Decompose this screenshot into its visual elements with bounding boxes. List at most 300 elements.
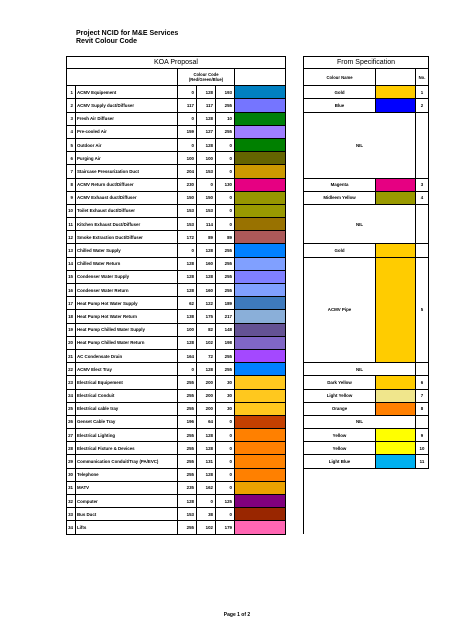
blue-value: 198 [216, 336, 235, 349]
colour-swatch [235, 218, 286, 231]
green-value: 128 [197, 138, 216, 151]
blue-value: 255 [216, 244, 235, 257]
red-value: 117 [178, 99, 197, 112]
green-value: 200 [197, 402, 216, 415]
spacer [286, 336, 304, 349]
service-name: Staircase Pressurization Duct [76, 165, 178, 178]
spacer [286, 455, 304, 468]
service-name: Chilled Water Supply [76, 244, 178, 257]
red-value: 128 [178, 257, 197, 270]
row-number: 13 [67, 244, 76, 257]
spacer [286, 468, 304, 481]
red-value: 172 [178, 231, 197, 244]
spec-colour-name: Gold [304, 244, 376, 257]
green-value: 102 [197, 336, 216, 349]
table-row [67, 191, 429, 204]
red-value: 255 [178, 389, 197, 402]
colour-swatch [235, 112, 286, 125]
green-value: 200 [197, 376, 216, 389]
row-number: 11 [67, 218, 76, 231]
colour-swatch [235, 138, 286, 151]
red-value: 128 [178, 284, 197, 297]
blue-value: 193 [216, 86, 235, 99]
service-name: Pre-cooled Air [76, 125, 178, 138]
colour-swatch [235, 363, 286, 376]
spacer [286, 389, 304, 402]
column-header-row [67, 69, 429, 86]
service-name: ACMV Elect Tray [76, 363, 178, 376]
blank-header [235, 69, 286, 86]
green-value: 82 [197, 323, 216, 336]
spec-number: 8 [416, 402, 429, 415]
spacer [286, 231, 304, 244]
green-value: 128 [197, 442, 216, 455]
service-name: Electrical Fixture & Devices [76, 442, 178, 455]
colour-swatch [235, 508, 286, 521]
spec-colour-name: Light Yellow [304, 389, 376, 402]
spec-colour-swatch [376, 442, 416, 455]
row-number: 20 [67, 336, 76, 349]
spacer [286, 218, 304, 231]
spacer [286, 429, 304, 442]
red-value: 100 [178, 323, 197, 336]
spacer [286, 415, 304, 428]
colour-swatch [235, 389, 286, 402]
spec-number [416, 415, 429, 428]
colour-swatch [235, 495, 286, 508]
service-name: Outdoor Air [76, 138, 178, 151]
spec-colour-swatch [376, 376, 416, 389]
empty-spec-area [304, 468, 429, 534]
red-value: 255 [178, 429, 197, 442]
row-number: 7 [67, 165, 76, 178]
green-value: 100 [197, 152, 216, 165]
red-value: 164 [178, 349, 197, 362]
green-value: 160 [197, 284, 216, 297]
spec-number: 9 [416, 429, 429, 442]
red-value: 0 [178, 138, 197, 151]
spec-colour-swatch [376, 191, 416, 204]
spacer [286, 508, 304, 521]
row-number: 16 [67, 284, 76, 297]
row-number: 33 [67, 508, 76, 521]
colour-swatch [235, 99, 286, 112]
colour-swatch [235, 429, 286, 442]
blue-value: 0 [216, 165, 235, 178]
row-number: 15 [67, 270, 76, 283]
row-number: 8 [67, 178, 76, 191]
spec-colour-name: ACMV Pipe [304, 257, 376, 363]
table-row [67, 415, 429, 428]
spacer [286, 244, 304, 257]
red-value: 62 [178, 297, 197, 310]
spacer [286, 191, 304, 204]
blue-value: 0 [216, 204, 235, 217]
row-number: 22 [67, 363, 76, 376]
service-name: Smoke Extraction Duct/Diffuser [76, 231, 178, 244]
green-value: 72 [197, 349, 216, 362]
colour-swatch [235, 442, 286, 455]
row-number: 21 [67, 349, 76, 362]
spec-colour-name: Gold [304, 86, 376, 99]
colour-swatch [235, 402, 286, 415]
spec-colour-swatch [376, 402, 416, 415]
spec-colour-swatch [376, 389, 416, 402]
red-value: 150 [178, 191, 197, 204]
table-row [67, 442, 429, 455]
colour-code-header: Colour Code (Red/Green/Blue) [178, 69, 235, 86]
blue-value: 0 [216, 138, 235, 151]
row-number: 6 [67, 152, 76, 165]
spec-colour-swatch [376, 86, 416, 99]
table-row [67, 204, 429, 217]
spec-colour-name: Yellow [304, 442, 376, 455]
spacer [286, 270, 304, 283]
spec-colour-swatch [376, 244, 416, 257]
service-name: Condenser Water Return [76, 284, 178, 297]
page-number: Page 1 of 2 [223, 612, 251, 618]
spacer [286, 257, 304, 270]
blue-value: 0 [216, 508, 235, 521]
colour-swatch [235, 204, 286, 217]
service-name: Kitchen Exhaust Duct/Diffuser [76, 218, 178, 231]
row-number: 24 [67, 389, 76, 402]
spec-colour-name: Midleem Yellow [304, 191, 376, 204]
blue-value: 255 [216, 349, 235, 362]
spec-colour-name: Light Blue [304, 455, 376, 468]
spec-colour-swatch [376, 99, 416, 112]
row-number: 12 [67, 231, 76, 244]
spec-colour-name: NIL [304, 112, 416, 178]
spec-number [416, 112, 429, 178]
table-row [67, 257, 429, 270]
red-value: 0 [178, 86, 197, 99]
spec-number: 5 [416, 257, 429, 363]
red-value: 138 [178, 310, 197, 323]
blue-value: 30 [216, 402, 235, 415]
spec-number: 6 [416, 376, 429, 389]
green-value: 128 [197, 270, 216, 283]
row-number: 10 [67, 204, 76, 217]
from-specification-heading: From Specification [304, 57, 429, 69]
service-name: Genset Cable Tray [76, 415, 178, 428]
green-value: 175 [197, 310, 216, 323]
spacer [286, 86, 304, 99]
red-value: 153 [178, 508, 197, 521]
red-value: 255 [178, 442, 197, 455]
green-value: 128 [197, 112, 216, 125]
green-value: 102 [197, 521, 216, 534]
table-row [67, 363, 429, 376]
spacer [286, 402, 304, 415]
blue-value: 0 [216, 218, 235, 231]
row-number: 30 [67, 468, 76, 481]
green-value: 128 [197, 468, 216, 481]
service-name: Electrical cable tray [76, 402, 178, 415]
spacer [286, 521, 304, 534]
spec-number: 1 [416, 86, 429, 99]
table-row [67, 402, 429, 415]
red-value: 255 [178, 376, 197, 389]
red-value: 0 [178, 363, 197, 376]
green-value: 0 [197, 495, 216, 508]
table-row [67, 376, 429, 389]
spec-number: 11 [416, 455, 429, 468]
red-value: 128 [178, 336, 197, 349]
spacer [286, 310, 304, 323]
green-value: 153 [197, 165, 216, 178]
spacer [286, 57, 304, 69]
spec-colour-swatch [376, 257, 416, 363]
service-name: AC Condensate Drain [76, 349, 178, 362]
spec-number [416, 204, 429, 244]
service-name: Heat Pump Hot Water Return [76, 310, 178, 323]
colour-swatch [235, 521, 286, 534]
row-number: 34 [67, 521, 76, 534]
service-name: Heat Pump Chilled Water Supply [76, 323, 178, 336]
colour-swatch [235, 191, 286, 204]
spacer [286, 284, 304, 297]
blue-value: 217 [216, 310, 235, 323]
blue-value: 0 [216, 415, 235, 428]
green-value: 160 [197, 257, 216, 270]
red-value: 0 [178, 244, 197, 257]
document-subtitle: Revit Colour Code [76, 38, 138, 45]
green-value: 131 [197, 455, 216, 468]
spacer [286, 125, 304, 138]
spacer [286, 69, 304, 86]
row-number: 28 [67, 442, 76, 455]
red-value: 159 [178, 125, 197, 138]
spec-colour-name: Orange [304, 402, 376, 415]
blue-value: 148 [216, 323, 235, 336]
green-value: 89 [197, 231, 216, 244]
service-name: Purging Air [76, 152, 178, 165]
spacer [286, 99, 304, 112]
row-number: 4 [67, 125, 76, 138]
row-number: 3 [67, 112, 76, 125]
green-value: 153 [197, 204, 216, 217]
blue-value: 255 [216, 363, 235, 376]
colour-swatch [235, 231, 286, 244]
blue-value: 125 [216, 495, 235, 508]
blue-value: 30 [216, 389, 235, 402]
spacer [286, 363, 304, 376]
row-number: 5 [67, 138, 76, 151]
colour-swatch [235, 152, 286, 165]
table-row [67, 389, 429, 402]
red-value: 204 [178, 165, 197, 178]
blue-value: 255 [216, 125, 235, 138]
green-value: 0 [197, 178, 216, 191]
green-value: 122 [197, 297, 216, 310]
no-header: No. [416, 69, 429, 86]
table-row [67, 86, 429, 99]
red-value: 255 [178, 468, 197, 481]
green-value: 38 [197, 508, 216, 521]
spec-number: 10 [416, 442, 429, 455]
spec-colour-name: Dark Yellow [304, 376, 376, 389]
colour-swatch [235, 297, 286, 310]
service-name: Communication Conduit/Tray (PA/EVC) [76, 455, 178, 468]
blue-value: 189 [216, 297, 235, 310]
table-row [67, 468, 429, 481]
blue-value: 255 [216, 99, 235, 112]
spacer [286, 349, 304, 362]
red-value: 128 [178, 495, 197, 508]
service-name: Chilled Water Return [76, 257, 178, 270]
spec-colour-swatch [376, 178, 416, 191]
row-number: 23 [67, 376, 76, 389]
colour-swatch [235, 481, 286, 494]
spec-number [416, 363, 429, 376]
blank-header [67, 69, 178, 86]
service-name: ACMV Equipement [76, 86, 178, 99]
green-value: 128 [197, 363, 216, 376]
service-name: Lifts [76, 521, 178, 534]
blue-value: 0 [216, 191, 235, 204]
green-value: 117 [197, 99, 216, 112]
colour-swatch [235, 257, 286, 270]
blue-value: 255 [216, 284, 235, 297]
table-row [67, 112, 429, 125]
colour-swatch [235, 415, 286, 428]
spacer [286, 442, 304, 455]
service-name: Computer [76, 495, 178, 508]
row-number: 14 [67, 257, 76, 270]
red-value: 230 [178, 178, 197, 191]
green-value: 128 [197, 429, 216, 442]
red-value: 100 [178, 152, 197, 165]
red-value: 255 [178, 455, 197, 468]
blue-value: 255 [216, 257, 235, 270]
colour-swatch [235, 323, 286, 336]
row-number: 9 [67, 191, 76, 204]
blue-value: 0 [216, 481, 235, 494]
project-title: Project NCID for M&E Services [76, 30, 179, 37]
service-name: Heat Pump Hot Water Supply [76, 297, 178, 310]
colour-swatch [235, 178, 286, 191]
red-value: 0 [178, 112, 197, 125]
spacer [286, 178, 304, 191]
spec-number: 4 [416, 191, 429, 204]
spacer [286, 165, 304, 178]
row-number: 2 [67, 99, 76, 112]
table-row [67, 455, 429, 468]
row-number: 26 [67, 415, 76, 428]
green-value: 128 [197, 86, 216, 99]
colour-swatch [235, 455, 286, 468]
spacer [286, 112, 304, 125]
row-number: 18 [67, 310, 76, 323]
blue-value: 0 [216, 455, 235, 468]
green-value: 162 [197, 481, 216, 494]
table-row [67, 429, 429, 442]
red-value: 235 [178, 481, 197, 494]
colour-swatch [235, 125, 286, 138]
red-value: 153 [178, 218, 197, 231]
blue-value: 0 [216, 442, 235, 455]
service-name: Electrical Conduit [76, 389, 178, 402]
colour-swatch [235, 165, 286, 178]
service-name: Electrical Equipement [76, 376, 178, 389]
row-number: 17 [67, 297, 76, 310]
blue-value: 0 [216, 152, 235, 165]
row-number: 25 [67, 402, 76, 415]
blue-value: 0 [216, 468, 235, 481]
spec-number [416, 244, 429, 257]
red-value: 255 [178, 402, 197, 415]
spacer [286, 323, 304, 336]
blue-value: 130 [216, 178, 235, 191]
service-name: ACMV Return duct/Diffuser [76, 178, 178, 191]
row-number: 32 [67, 495, 76, 508]
green-value: 127 [197, 125, 216, 138]
service-name: Toilet Exhaust duct/Diffuser [76, 204, 178, 217]
service-name: ACMV Supply duct/Diffuser [76, 99, 178, 112]
spec-colour-swatch [376, 429, 416, 442]
spec-colour-name: Yellow [304, 429, 376, 442]
spacer [286, 376, 304, 389]
koa-proposal-heading: KOA Proposal [67, 57, 286, 69]
spacer [286, 297, 304, 310]
spacer [286, 138, 304, 151]
colour-swatch [235, 86, 286, 99]
spec-colour-name: NIL [304, 204, 416, 244]
service-name: Fresh Air Diffuser [76, 112, 178, 125]
colour-swatch [235, 376, 286, 389]
row-number: 29 [67, 455, 76, 468]
spec-colour-name: NIL [304, 363, 416, 376]
service-name: Condenser Water Supply [76, 270, 178, 283]
green-value: 114 [197, 218, 216, 231]
blue-value: 179 [216, 521, 235, 534]
colour-swatch [235, 349, 286, 362]
service-name: Heat Pump Chilled Water Return [76, 336, 178, 349]
service-name: MATV [76, 481, 178, 494]
green-value: 64 [197, 415, 216, 428]
red-value: 128 [178, 270, 197, 283]
colour-swatch [235, 336, 286, 349]
green-value: 200 [197, 389, 216, 402]
spacer [286, 495, 304, 508]
section-header-row [67, 57, 429, 69]
spec-number: 2 [416, 99, 429, 112]
spacer [286, 152, 304, 165]
table-row [67, 99, 429, 112]
colour-name-header: Colour Name [304, 69, 376, 86]
spec-colour-name: Blue [304, 99, 376, 112]
colour-swatch [235, 310, 286, 323]
row-number: 27 [67, 429, 76, 442]
spacer [286, 204, 304, 217]
blue-value: 10 [216, 112, 235, 125]
spec-colour-name: NIL [304, 415, 416, 428]
colour-swatch [235, 468, 286, 481]
service-name: Telephone [76, 468, 178, 481]
table-row [67, 244, 429, 257]
spec-number: 3 [416, 178, 429, 191]
row-number: 1 [67, 86, 76, 99]
revit-colour-table [66, 56, 429, 535]
blue-value: 0 [216, 429, 235, 442]
green-value: 150 [197, 191, 216, 204]
service-name: Electrical Lighting [76, 429, 178, 442]
spec-number: 7 [416, 389, 429, 402]
blue-value: 255 [216, 270, 235, 283]
spec-colour-name: Magenta [304, 178, 376, 191]
service-name: Bus Duct [76, 508, 178, 521]
